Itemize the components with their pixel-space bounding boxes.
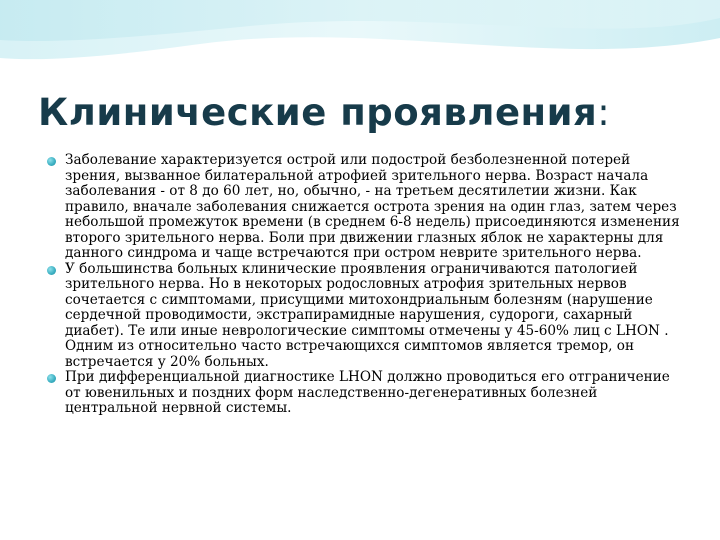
bullet-item [46,262,686,371]
bullet-list [46,153,686,417]
bullet-item [46,153,686,262]
round-bullet-icon [47,266,56,275]
bullet-text: При дифференциальной диагностике LHON должно проводиться его отграничение от ювенильных и поздних форм наследственно-дегенеративных болезней центральной нервной системы. [65,369,670,416]
round-bullet-icon [47,374,56,383]
slide-title [38,90,610,136]
bullet-item [46,370,686,417]
bullet-text: Заболевание характеризуется острой или подострой безболезненной потерей зрения, вызванное билатеральной атрофией зрительного нерва. Возраст начала заболевания - от 8 до 60 лет, но, обычно, - на третьем десятилетии жизни. Как правило, вначале заболевания снижается острота зрения на один глаз, затем через небольшой промежуток времени (в среднем 6-8 недель) присоединяются изменения второго зрительного нерва. Боли при движении глазных яблок не характерны для данного синдрома и чаще встречаются при остром неврите зрительного нерва. [65,152,680,261]
slide-title-colon: : [597,91,611,134]
slide-title-text: Клинические проявления [38,91,598,134]
bullet-text: У большинства больных клинические проявления ограничиваются патологией зрительного нерва. Но в некоторых родословных атрофия зрительных нервов сочетается с симптомами, присущими митохондриальным болезням (нарушение сердечной проводимости, экстрапирамидные нарушения, судороги, сахарный диабет). Те или иные неврологические симптомы отмечены у 45-60% лиц с LHON . Одним из относительно часто встречающихся симптомов является тремор, он встречается у 20% больных. [65,260,669,370]
round-bullet-icon [47,157,56,166]
